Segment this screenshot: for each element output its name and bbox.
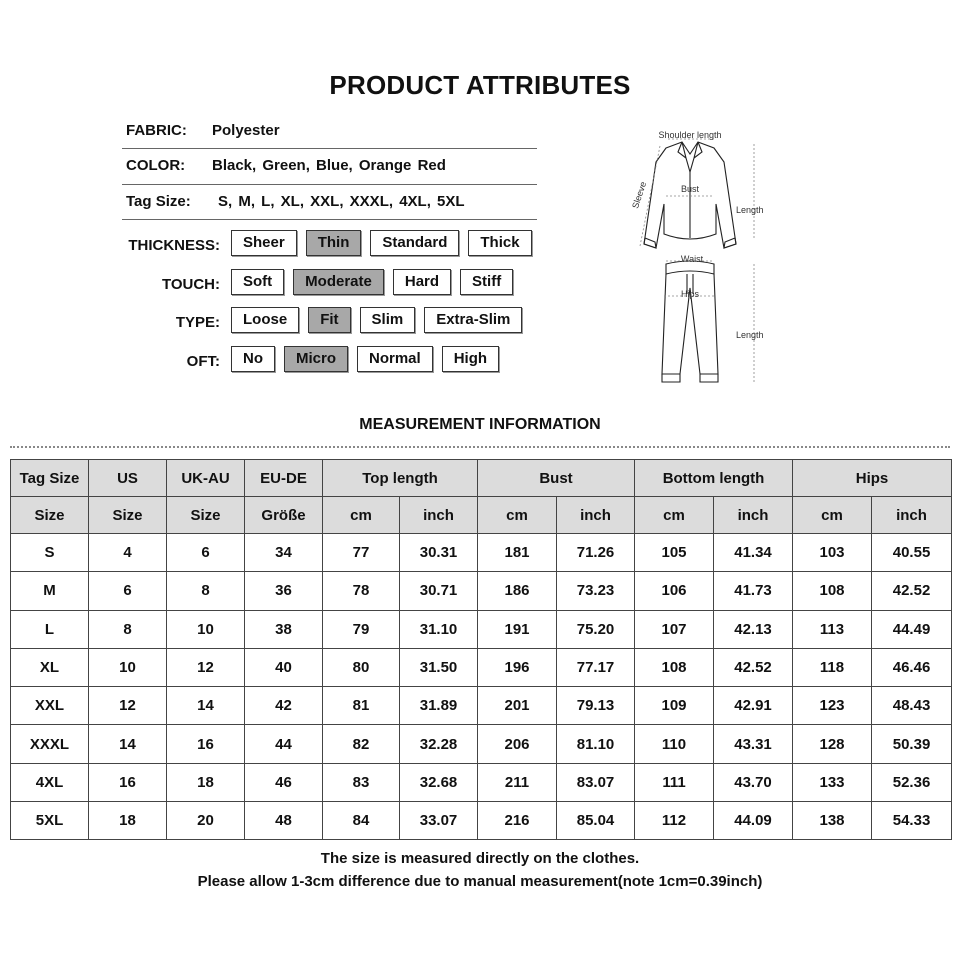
option-group-label: THICKNESS: xyxy=(128,237,220,254)
table-cell: 10 xyxy=(89,648,167,686)
option-normal: Normal xyxy=(357,346,433,372)
col-header-eu-de: EU-DE xyxy=(245,460,323,497)
subheader: Size xyxy=(89,497,167,534)
table-cell: 12 xyxy=(167,648,245,686)
table-cell: 46 xyxy=(245,763,323,801)
table-cell: 138 xyxy=(793,802,872,840)
table-cell: 31.10 xyxy=(400,610,478,648)
table-cell: 216 xyxy=(478,802,557,840)
table-cell: 42.13 xyxy=(714,610,793,648)
table-cell: 108 xyxy=(635,648,714,686)
table-cell: 111 xyxy=(635,763,714,801)
subheader: cm xyxy=(478,497,557,534)
table-cell: 6 xyxy=(89,572,167,610)
option-thick: Thick xyxy=(468,230,531,256)
table-cell: 44.49 xyxy=(872,610,952,648)
table-cell: 44.09 xyxy=(714,802,793,840)
col-header-bust: Bust xyxy=(478,460,635,497)
table-cell: 181 xyxy=(478,534,557,572)
table-cell: 41.34 xyxy=(714,534,793,572)
table-cell: 123 xyxy=(793,687,872,725)
table-cell: 108 xyxy=(793,572,872,610)
table-row xyxy=(11,534,952,572)
subheader: cm xyxy=(793,497,872,534)
pants-icon xyxy=(662,261,718,382)
table-cell: 14 xyxy=(89,725,167,763)
table-cell: 34 xyxy=(245,534,323,572)
option-standard: Standard xyxy=(370,230,459,256)
table-cell: 8 xyxy=(167,572,245,610)
subheader: Size xyxy=(167,497,245,534)
attr-label: COLOR: xyxy=(126,157,186,174)
table-cell: 206 xyxy=(478,725,557,763)
subheader: Größe xyxy=(245,497,323,534)
table-cell: 81 xyxy=(323,687,400,725)
attr-label: Tag Size: xyxy=(126,193,191,210)
label-bottom-length: Length xyxy=(736,330,764,340)
table-cell: 31.89 xyxy=(400,687,478,725)
header-row-1 xyxy=(11,460,952,497)
label-bust: Bust xyxy=(680,184,700,194)
table-row xyxy=(11,610,952,648)
table-cell: 109 xyxy=(635,687,714,725)
page-title: PRODUCT ATTRIBUTES xyxy=(329,70,631,100)
col-header-hips: Hips xyxy=(793,460,952,497)
option-group-label: TOUCH: xyxy=(161,276,220,293)
table-cell: 43.31 xyxy=(714,725,793,763)
cell-tag-size: 4XL xyxy=(11,763,89,801)
option-extra-slim: Extra-Slim xyxy=(424,307,522,333)
table-cell: 18 xyxy=(167,763,245,801)
table-cell: 201 xyxy=(478,687,557,725)
table-cell: 211 xyxy=(478,763,557,801)
col-header-bottom-length: Bottom length xyxy=(635,460,793,497)
table-cell: 81.10 xyxy=(557,725,635,763)
table-cell: 14 xyxy=(167,687,245,725)
option-slim: Slim xyxy=(360,307,416,333)
subheader: cm xyxy=(635,497,714,534)
table-cell: 73.23 xyxy=(557,572,635,610)
option-group-label: TYPE: xyxy=(175,314,220,331)
label-top-length: Length xyxy=(736,205,764,215)
table-cell: 191 xyxy=(478,610,557,648)
table-cell: 79 xyxy=(323,610,400,648)
subheader: inch xyxy=(714,497,793,534)
table-cell: 20 xyxy=(167,802,245,840)
table-cell: 46.46 xyxy=(872,648,952,686)
table-cell: 42.52 xyxy=(714,648,793,686)
table-cell: 31.50 xyxy=(400,648,478,686)
subheader: Size xyxy=(11,497,89,534)
attr-value: Polyester xyxy=(212,122,280,139)
table-cell: 30.71 xyxy=(400,572,478,610)
table-cell: 40.55 xyxy=(872,534,952,572)
label-hips: Hips xyxy=(680,289,700,299)
table-cell: 44 xyxy=(245,725,323,763)
table-cell: 75.20 xyxy=(557,610,635,648)
table-cell: 106 xyxy=(635,572,714,610)
table-cell: 186 xyxy=(478,572,557,610)
table-cell: 18 xyxy=(89,802,167,840)
table-row xyxy=(11,802,952,840)
cell-tag-size: XL xyxy=(11,648,89,686)
table-cell: 110 xyxy=(635,725,714,763)
table-cell: 32.68 xyxy=(400,763,478,801)
table-cell: 128 xyxy=(793,725,872,763)
option-fit-selected: Fit xyxy=(308,307,350,333)
table-cell: 105 xyxy=(635,534,714,572)
table-cell: 41.73 xyxy=(714,572,793,610)
cell-tag-size: XXL xyxy=(11,687,89,725)
col-header-tag-size: Tag Size xyxy=(11,460,89,497)
option-thin-selected: Thin xyxy=(306,230,362,256)
table-cell: 33.07 xyxy=(400,802,478,840)
table-cell: 16 xyxy=(89,763,167,801)
table-cell: 48 xyxy=(245,802,323,840)
note-measurement-tolerance: Please allow 1-3cm difference due to manual measurement(note 1cm=0.39inch) xyxy=(197,873,763,890)
divider xyxy=(122,184,537,185)
col-header-top-length: Top length xyxy=(323,460,478,497)
option-high: High xyxy=(442,346,499,372)
subheader: inch xyxy=(557,497,635,534)
table-cell: 32.28 xyxy=(400,725,478,763)
table-cell: 42.91 xyxy=(714,687,793,725)
cell-tag-size: XXXL xyxy=(11,725,89,763)
table-cell: 118 xyxy=(793,648,872,686)
subheader: inch xyxy=(400,497,478,534)
label-waist: Waist xyxy=(680,254,704,264)
table-row xyxy=(11,572,952,610)
table-cell: 6 xyxy=(167,534,245,572)
col-header-us: US xyxy=(89,460,167,497)
table-cell: 54.33 xyxy=(872,802,952,840)
table-cell: 48.43 xyxy=(872,687,952,725)
label-shoulder-length: Shoulder length xyxy=(658,130,722,140)
table-cell: 71.26 xyxy=(557,534,635,572)
divider xyxy=(122,148,537,149)
cell-tag-size: 5XL xyxy=(11,802,89,840)
dotted-divider xyxy=(10,446,950,448)
divider xyxy=(122,219,537,220)
table-cell: 4 xyxy=(89,534,167,572)
option-loose: Loose xyxy=(231,307,299,333)
table-cell: 113 xyxy=(793,610,872,648)
table-cell: 40 xyxy=(245,648,323,686)
table-cell: 196 xyxy=(478,648,557,686)
subheader: inch xyxy=(872,497,952,534)
table-cell: 79.13 xyxy=(557,687,635,725)
table-cell: 36 xyxy=(245,572,323,610)
col-header-uk-au: UK-AU xyxy=(167,460,245,497)
option-soft: Soft xyxy=(231,269,284,295)
table-cell: 112 xyxy=(635,802,714,840)
note-measured-on-clothes: The size is measured directly on the clothes. xyxy=(320,850,640,867)
option-hard: Hard xyxy=(393,269,451,295)
table-cell: 8 xyxy=(89,610,167,648)
header-row-2 xyxy=(11,497,952,534)
table-cell: 83.07 xyxy=(557,763,635,801)
size-table-body xyxy=(11,534,952,840)
table-cell: 42.52 xyxy=(872,572,952,610)
table-row xyxy=(11,687,952,725)
label-sleeve: Sleeve xyxy=(630,180,649,210)
attr-label: FABRIC: xyxy=(126,122,187,139)
table-cell: 12 xyxy=(89,687,167,725)
table-cell: 107 xyxy=(635,610,714,648)
table-cell: 77 xyxy=(323,534,400,572)
subheader: cm xyxy=(323,497,400,534)
table-cell: 83 xyxy=(323,763,400,801)
option-moderate-selected: Moderate xyxy=(293,269,384,295)
table-cell: 77.17 xyxy=(557,648,635,686)
table-cell: 42 xyxy=(245,687,323,725)
option-group-label: OFT: xyxy=(186,353,220,370)
size-chart-table xyxy=(10,459,952,840)
table-cell: 78 xyxy=(323,572,400,610)
table-cell: 30.31 xyxy=(400,534,478,572)
table-cell: 10 xyxy=(167,610,245,648)
table-cell: 133 xyxy=(793,763,872,801)
table-row xyxy=(11,648,952,686)
table-cell: 80 xyxy=(323,648,400,686)
table-cell: 50.39 xyxy=(872,725,952,763)
option-no: No xyxy=(231,346,275,372)
table-cell: 43.70 xyxy=(714,763,793,801)
table-cell: 85.04 xyxy=(557,802,635,840)
option-micro-selected: Micro xyxy=(284,346,348,372)
option-sheer: Sheer xyxy=(231,230,297,256)
cell-tag-size: L xyxy=(11,610,89,648)
table-cell: 82 xyxy=(323,725,400,763)
garment-diagram xyxy=(620,118,780,390)
attr-value: Black, Green, Blue, Orange Red xyxy=(212,157,446,174)
cell-tag-size: M xyxy=(11,572,89,610)
cell-tag-size: S xyxy=(11,534,89,572)
table-cell: 16 xyxy=(167,725,245,763)
option-stiff: Stiff xyxy=(460,269,513,295)
table-row xyxy=(11,763,952,801)
attr-value: S, M, L, XL, XXL, XXXL, 4XL, 5XL xyxy=(218,193,465,210)
table-row xyxy=(11,725,952,763)
table-cell: 52.36 xyxy=(872,763,952,801)
table-cell: 103 xyxy=(793,534,872,572)
section-title-measurement: MEASUREMENT INFORMATION xyxy=(359,416,601,433)
table-cell: 38 xyxy=(245,610,323,648)
table-cell: 84 xyxy=(323,802,400,840)
